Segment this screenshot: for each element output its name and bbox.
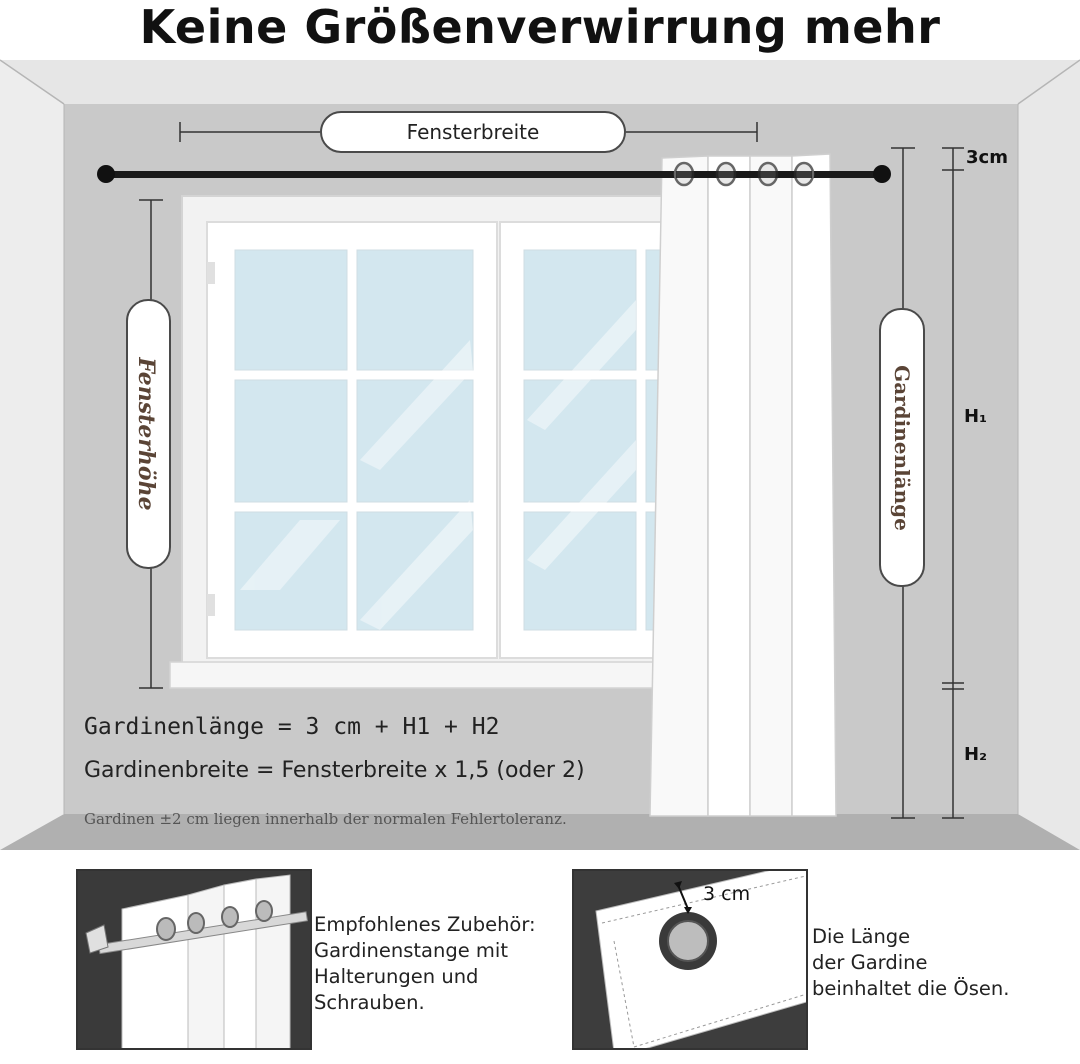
window-sill — [170, 662, 674, 688]
rod-finial-left — [97, 165, 115, 183]
eyelet-line-2: der Gardine — [812, 951, 928, 974]
window — [170, 196, 674, 688]
accessory-line-3: Halterungen und — [314, 965, 479, 988]
curtain — [650, 154, 836, 816]
accessory-line-2: Gardinenstange mit — [314, 939, 508, 962]
rod-accessory-image — [76, 869, 312, 1050]
curtain-panel-4 — [792, 154, 836, 816]
length-formula: Gardinenlänge = 3 cm + H1 + H2 — [84, 714, 500, 740]
h2-label: H₂ — [964, 744, 987, 765]
window-width-label: Fensterbreite — [320, 111, 626, 153]
accessory-text — [314, 912, 536, 1016]
top-gap-label: 3cm — [966, 147, 1008, 168]
page-title: Keine Größenverwirrung mehr — [139, 0, 941, 54]
eyelet-detail-image — [572, 869, 808, 1050]
tolerance-note: Gardinen ±2 cm liegen innerhalb der normalen Fehlertoleranz. — [84, 810, 567, 828]
accessory-line-4: Schrauben. — [314, 991, 425, 1014]
rod-finial-right — [873, 165, 891, 183]
eyelet-distance-label: 3 cm — [703, 883, 751, 905]
left-side-wall — [0, 60, 64, 850]
accessory-line-1: Empfohlenes Zubehör: — [314, 913, 536, 936]
window-height-label: Fensterhöhe — [133, 357, 159, 511]
right-side-wall — [1018, 60, 1080, 850]
curtain-panel-2 — [708, 156, 750, 816]
curtain-length-label: Gardinenlänge — [890, 365, 914, 531]
h1-label: H₁ — [964, 406, 987, 427]
width-formula: Gardinenbreite = Fensterbreite x 1,5 (oder 2) — [84, 758, 585, 783]
eyelet-line-3: beinhaltet die Ösen. — [812, 977, 1010, 1000]
window-panes-right — [524, 250, 672, 630]
eyelet-line-1: Die Länge — [812, 925, 911, 948]
eyelet-text — [812, 924, 1009, 1002]
ceiling — [0, 60, 1080, 104]
curtain-panel-3 — [750, 156, 792, 816]
